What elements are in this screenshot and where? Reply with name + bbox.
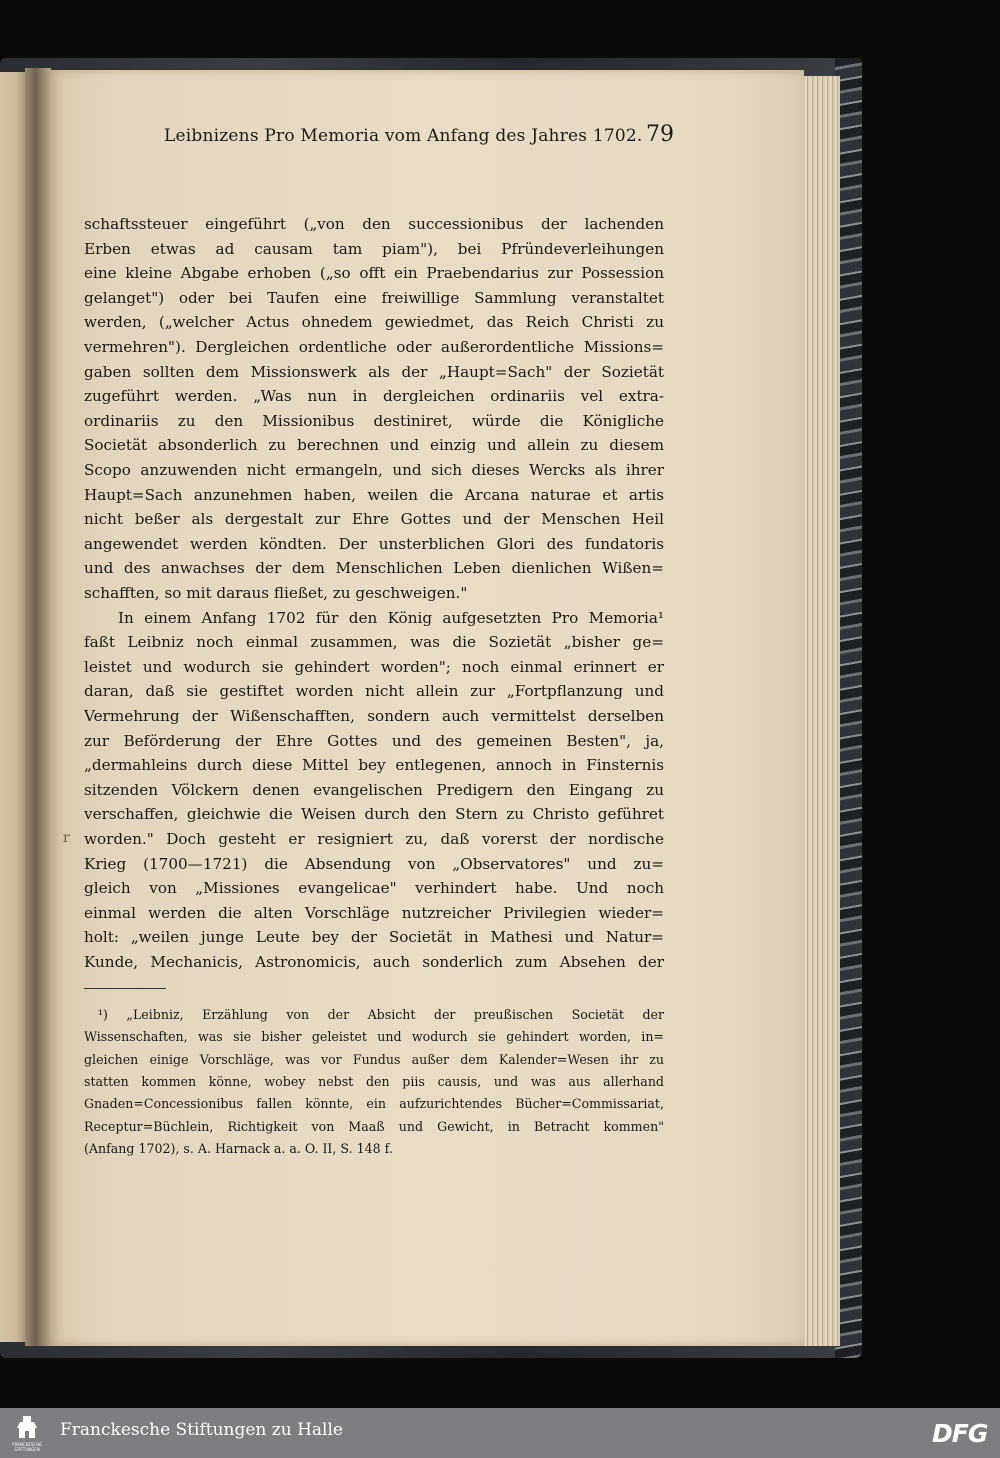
body-line: vermehren"). Dergleichen ordentliche oder außerordentliche Missions= <box>84 338 664 356</box>
body-line: Vermehrung der Wißenschafften, sondern auch vermittelst derselben <box>84 707 664 725</box>
body-line: werden, („welcher Actus ohnedem gewiedmet, das Reich Christi zu <box>84 313 664 332</box>
body-line: Erben etwas ad causam tam piam"), bei Pfründeverleihungen <box>84 239 664 258</box>
body-line: schafften, so mit daraus fließet, zu geschweigen." <box>84 584 468 602</box>
body-line: zur Beförderung der Ehre Gottes und des gemeinen Besten", ja, <box>84 731 664 750</box>
page-number: 79 <box>646 122 674 147</box>
logo-caption: FRANCKESCHE STIFTUNGEN <box>12 1442 42 1452</box>
body-line: Haupt=Sach anzunehmen haben, weilen die Arcana naturae et artis <box>84 485 664 504</box>
body-line: verschaffen, gleichwie die Weisen durch den Stern zu Christo geführet <box>84 805 664 824</box>
page-edges <box>800 76 840 1346</box>
body-line: Krieg (1700—1721) die Absendung von „Observatores" und zu= <box>84 854 664 873</box>
footnote-line: Receptur=Büchlein, Richtigkeit von Maaß und Gewicht, in Betracht kommen" <box>84 1118 664 1134</box>
body-line: In einem Anfang 1702 für den König aufgesetzten Pro Memoria¹ <box>118 608 664 627</box>
footnote-line: (Anfang 1702), s. A. Harnack a. a. O. II, S. 148 f. <box>84 1140 393 1156</box>
footnote-line: Wissenschaften, was sie bisher geleistet und wodurch sie gehindert worden, in= <box>84 1029 664 1045</box>
viewer-footer <box>0 1408 1000 1458</box>
book-gutter <box>25 68 51 1346</box>
franckesche-stiftungen-emblem-icon[interactable] <box>10 1414 44 1452</box>
body-line: Kunde, Mechanicis, Astronomicis, auch sonderlich zum Absehen der <box>84 953 664 971</box>
body-line: schaftssteuer eingeführt („von den successionibus der lachenden <box>84 215 664 233</box>
body-line: eine kleine Abgabe erhoben („so offt ein Praebendarius zur Possession <box>84 264 664 283</box>
body-line: faßt Leibniz noch einmal zusammen, was die Sozietät „bisher ge= <box>84 633 664 652</box>
footnote-line: gleichen einige Vorschläge, was vor Fundus außer dem Kalender=Wesen ihr zu <box>84 1051 664 1067</box>
body-line: sitzenden Völckern denen evangelischen Predigern den Eingang zu <box>84 780 664 799</box>
institution-name[interactable]: Franckesche Stiftungen zu Halle <box>60 1420 343 1440</box>
running-head: Leibnizens Pro Memoria vom Anfang des Jahres 1702. <box>164 126 643 146</box>
body-line: worden." Doch gesteht er resigniert zu, daß vorerst der nordische <box>84 830 664 848</box>
footnote-rule <box>84 988 166 989</box>
footnote-line: Gnaden=Concessionibus fallen könnte, ein aufzurichtendes Bücher=Commissariat, <box>84 1096 664 1112</box>
body-line: „dermahleins durch diese Mittel bey entlegenen, annoch in Finsternis <box>84 756 664 775</box>
footnote-line: statten kommen könne, wobey nebst den piis causis, und was aus allerhand <box>84 1073 664 1089</box>
body-line: gleich von „Missiones evangelicae" verhindert habe. Und noch <box>84 879 664 898</box>
body-line: gelanget") oder bei Taufen eine freiwillige Sammlung veranstaltet <box>84 288 664 307</box>
body-line: Scopo anzuwenden nicht ermangeln, und sich dieses Wercks als ihrer <box>84 461 664 479</box>
body-line: ordinariis zu den Missionibus destiniret, würde die Königliche <box>84 411 664 430</box>
body-line: zugeführt werden. „Was nun in dergleichen ordinariis vel extra- <box>84 387 664 406</box>
body-line: und des anwachses der dem Menschlichen Leben dienlichen Wißen= <box>84 559 664 578</box>
body-line: nicht beßer als dergestalt zur Ehre Gottes und der Menschen Heil <box>84 510 664 529</box>
body-line: Societät absonderlich zu berechnen und einzig und allein zu diesem <box>84 436 664 455</box>
body-line: holt: „weilen junge Leute bey der Societät in Mathesi und Natur= <box>84 928 664 947</box>
body-line: daran, daß sie gestiftet worden nicht allein zur „Fortpflanzung und <box>84 682 664 701</box>
body-line: leistet und wodurch sie gehindert worden"; noch einmal erinnert er <box>84 657 664 676</box>
margin-pencil-mark: r <box>63 830 70 846</box>
body-line: angewendet werden köndten. Der unsterblichen Glori des fundatoris <box>84 534 664 553</box>
previous-page-edge <box>0 72 25 1342</box>
body-line: gaben sollten dem Missionswerk als der „Haupt=Sach" der Sozietät <box>84 362 664 381</box>
page-header <box>114 120 684 156</box>
footnote-line: ¹) „Leibniz, Erzählung von der Absicht der preußischen Societät der <box>98 1007 664 1022</box>
dfg-logo[interactable]: DFG <box>932 1419 988 1448</box>
body-line: einmal werden die alten Vorschläge nutzreicher Privilegien wieder= <box>84 903 664 922</box>
